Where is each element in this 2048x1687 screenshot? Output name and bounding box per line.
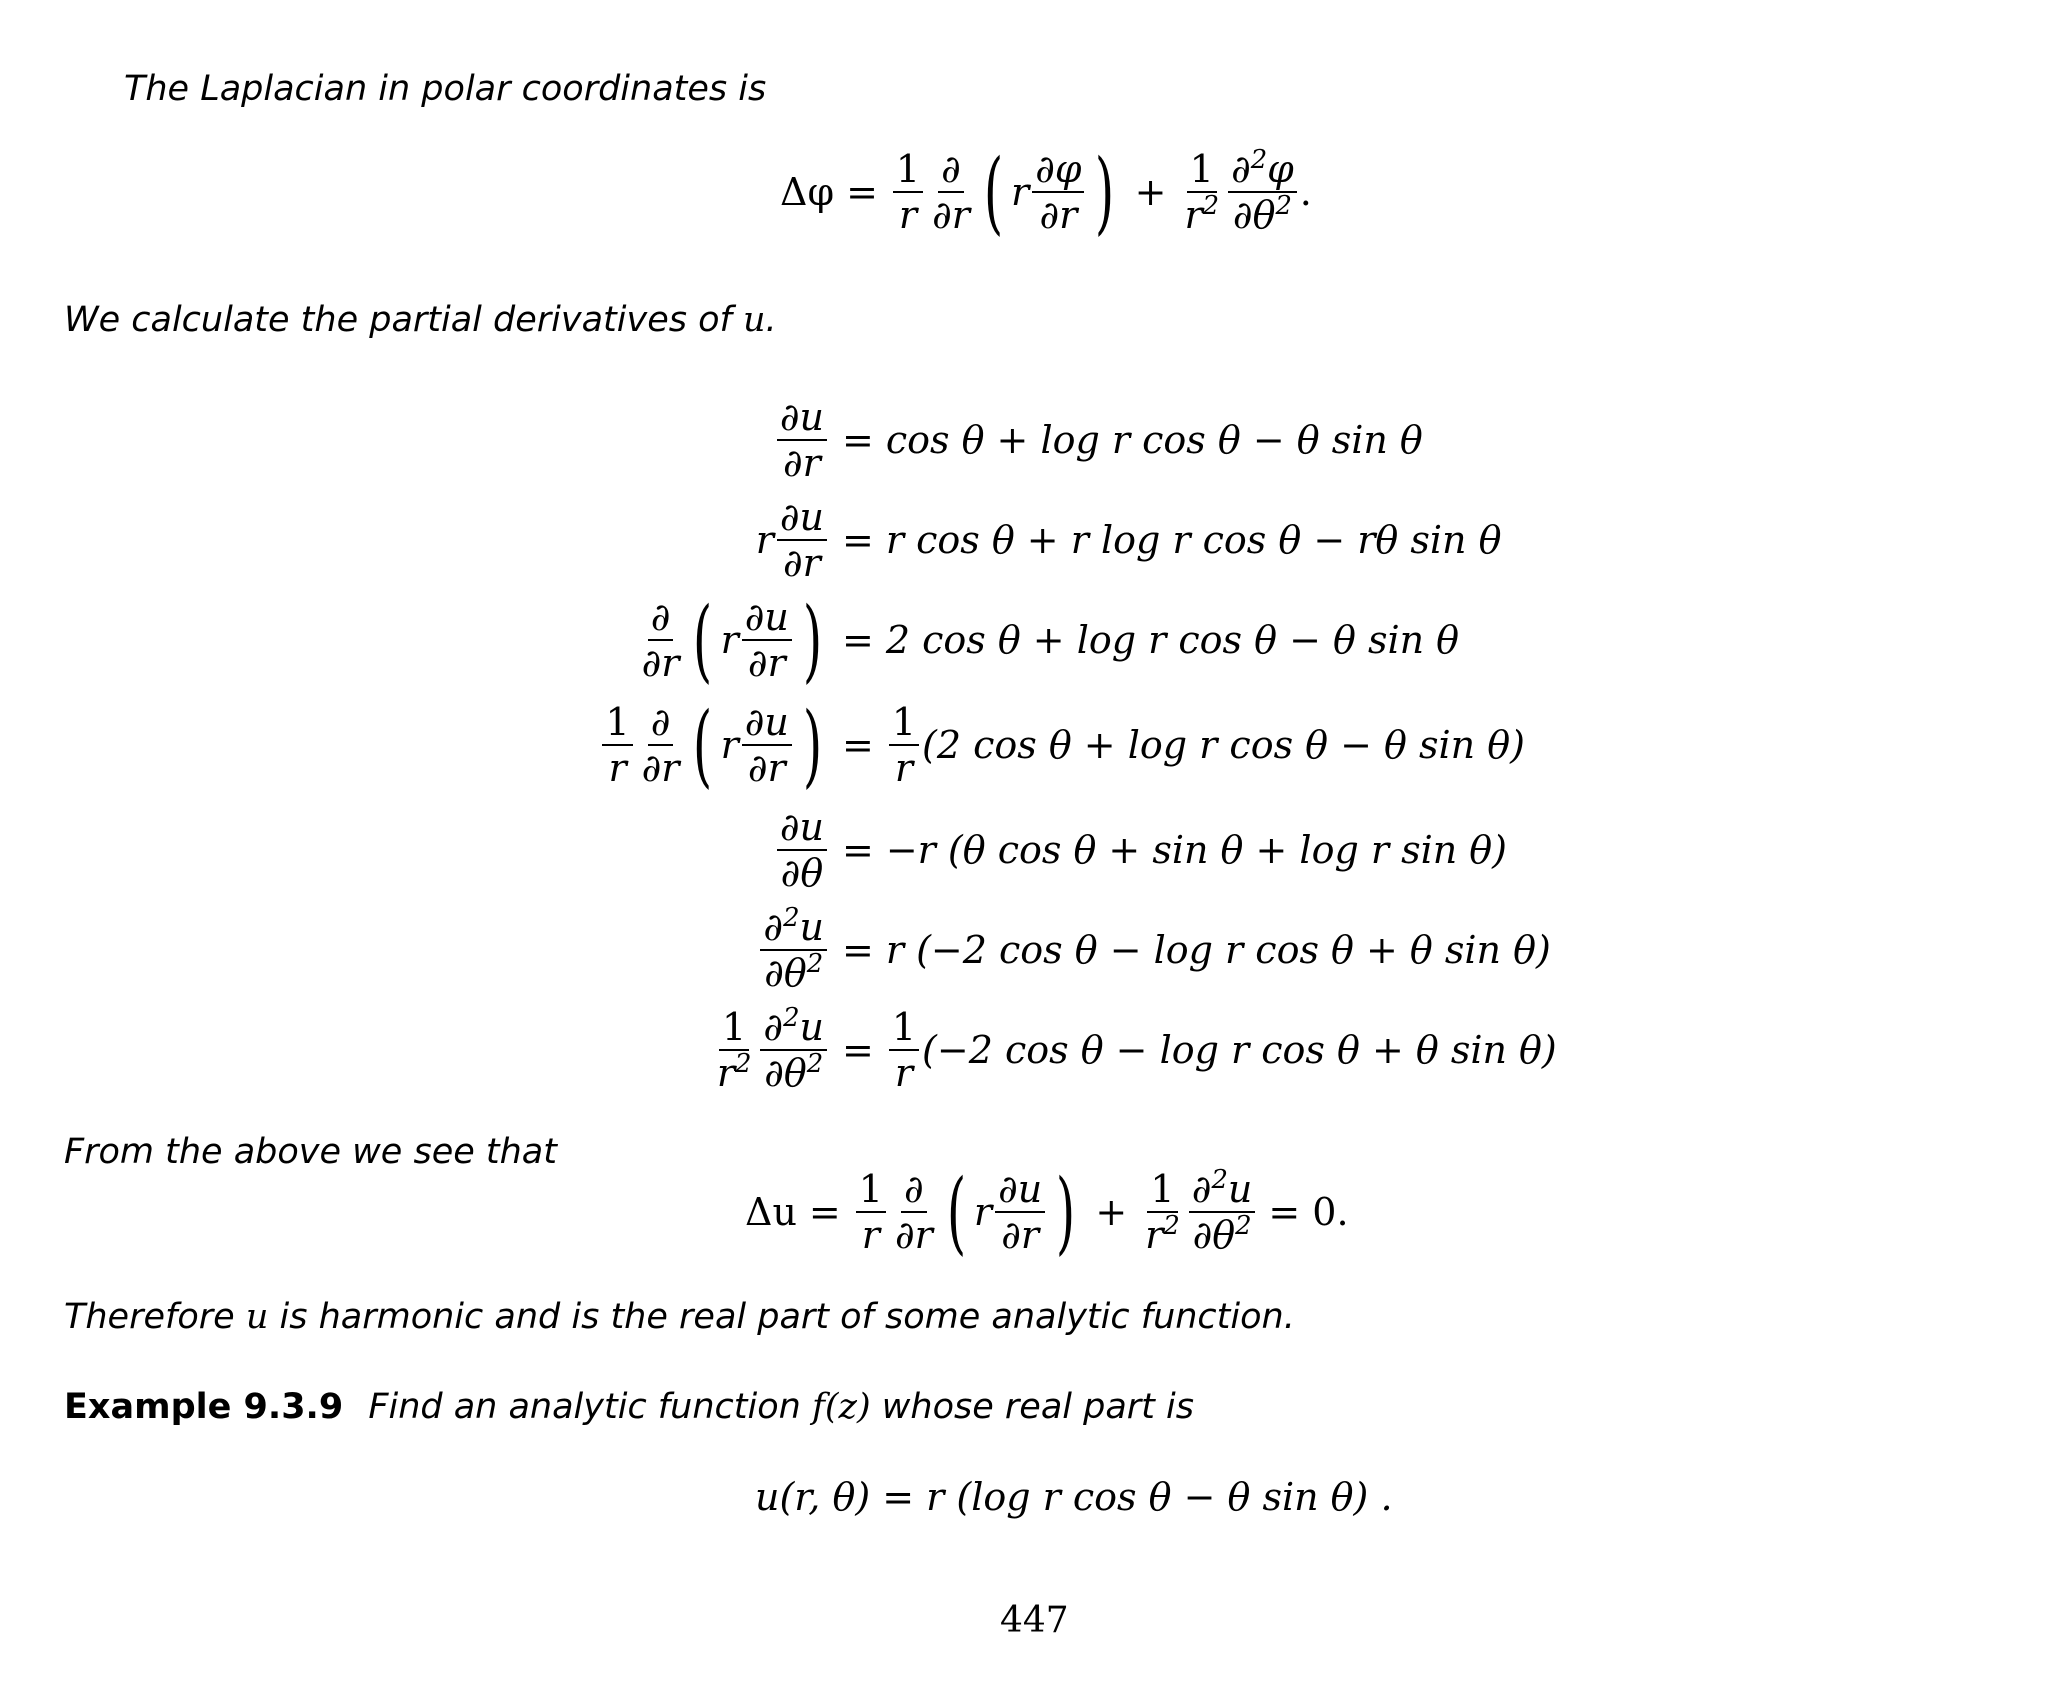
- therefore-sentence: Therefore u is harmonic and is the real part of some analytic function.: [64, 1297, 1295, 1337]
- calc-sentence: We calculate the partial derivatives of u.: [64, 300, 777, 340]
- eq-row-2: r $\frac{\partial u}{\partial r}$ = r cos θ + r log r cos θ − rθ sin θ: [755, 495, 1502, 585]
- from-above-text: From the above we see that: [64, 1132, 557, 1172]
- example-equation: u(r, θ) = r (log r cos θ − θ sin θ) .: [755, 1475, 1393, 1519]
- eq-row-3: $\frac{\partial}{\partial r}$ ( r $\frac{\partial u}{\partial r}$ ) = 2 cos θ + log r cos θ − θ sin θ: [641, 587, 1460, 693]
- intro-text: The Laplacian in polar coordinates is: [124, 69, 767, 109]
- laplacian-equation: Δφ = $\frac{1}{r}$ $\frac{\partial}{\partial r}$ ( r $\frac{\partial\varphi}{\partial r}$ ) + $\frac{1}{r^2}$ $\frac{\partial^2\varphi}{\partial\theta^2}$ .: [780, 139, 1312, 245]
- eq-row-4: $\frac{1}{r}$ $\frac{\partial}{\partial r}$ ( r $\frac{\partial u}{\partial r}$ ) = $\frac{1}{r}$ (2 cos θ + log r cos θ − θ sin θ): [590, 690, 1557, 800]
- eq-row-6: $\frac{\partial^2u}{\partial\theta^2}$ = r (−2 cos θ − log r cos θ + θ sin θ): [590, 900, 1557, 1000]
- eq-row-1: $\frac{\partial u}{\partial r}$ = cos θ + log r cos θ − θ sin θ: [590, 390, 1557, 490]
- result-equation: Δu = $\frac{1}{r}$ $\frac{\partial}{\partial r}$ ( r $\frac{\partial u}{\partial r}$ ) + $\frac{1}{r^2}$ $\frac{\partial^2u}{\partial\theta^2}$ = 0.: [745, 1159, 1349, 1265]
- example-heading: Example 9.3.9 Find an analytic function f(z) whose real part is: [64, 1387, 1194, 1427]
- laplacian-lhs: Δφ: [780, 170, 835, 214]
- derivative-equations: [590, 390, 1557, 1100]
- eq-row-7: $\frac{1}{r^2}$ $\frac{\partial^2u}{\partial\theta^2}$ = $\frac{1}{r}$ (−2 cos θ − log r cos θ + θ sin θ): [716, 1002, 1557, 1095]
- page-number: 447: [1000, 1600, 1069, 1641]
- example-label: Example 9.3.9: [64, 1387, 344, 1427]
- eq-row-5: $\frac{\partial u}{\partial\theta}$ = −r (θ cos θ + sin θ + log r sin θ): [590, 800, 1557, 900]
